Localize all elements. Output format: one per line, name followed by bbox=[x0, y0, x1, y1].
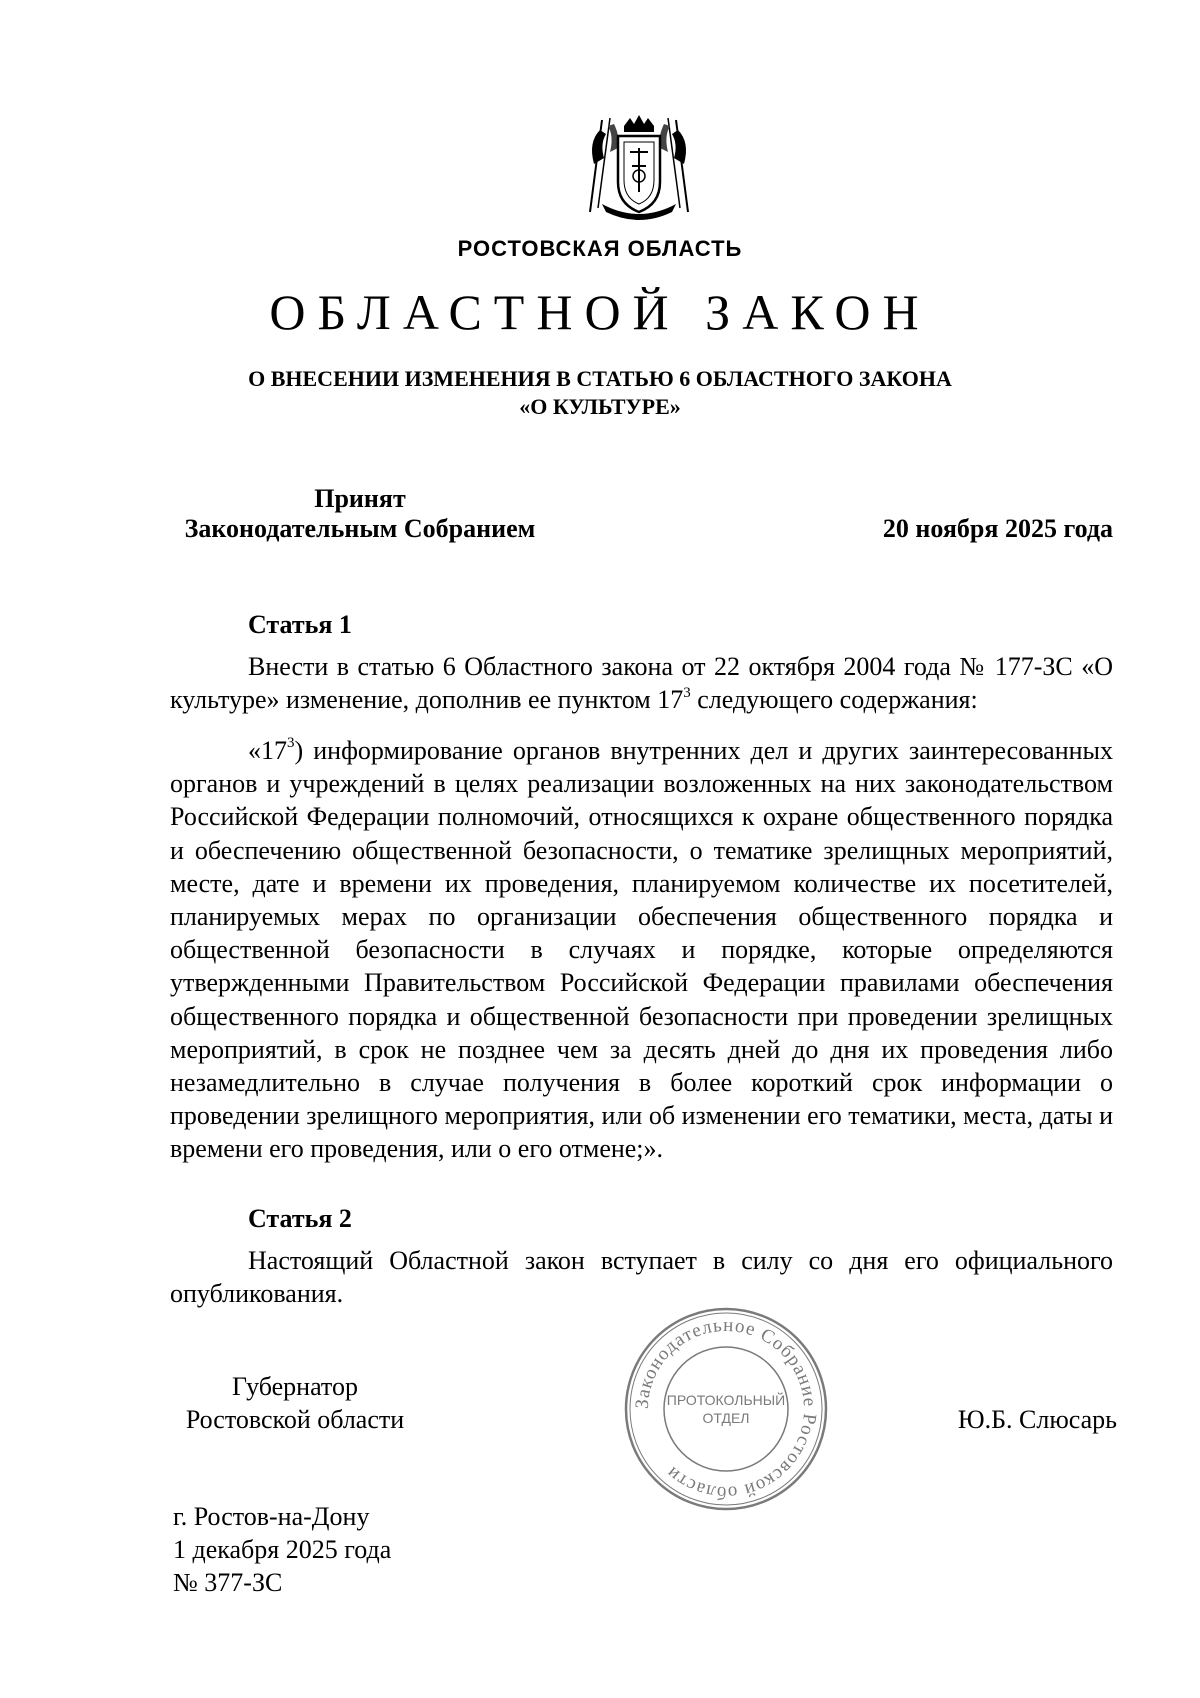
superscript: 3 bbox=[683, 684, 691, 701]
signing-date: 1 декабря 2025 года bbox=[173, 1535, 392, 1564]
paragraph-text: ) информирование органов внутренних дел и других заинтересованных органов и учреждений в целях реализации возложенных на них законодательством Российской Федерации полномочий, относящихся к охране общественного порядка и обеспечению общественной безопасности, о тематике зрелищных мероприятий, месте, дате и времени их проведения, планируемом количестве их посетителей, планируемых мерах по организации обеспечения общественного порядка и общественной безопасности в случаях и порядке, которые определяются утвержденными Правительством Российской Федерации правилами обеспечения общественного порядка и общественной безопасности при проведении зрелищных мероприятий, в срок не позднее чем за десять дней до дня их проведения либо незамедлительно в случае получения в более короткий срок информации о проведении зрелищного мероприятия, или об изменении его тематики, места, даты и времени его проведения, или о его отмене;». bbox=[170, 736, 1113, 1164]
law-title-line-2: «О КУЛЬТУРЕ» bbox=[519, 394, 681, 419]
adoption-date: 20 ноября 2025 года bbox=[882, 514, 1113, 543]
signing-place: г. Ростов-на-Дону bbox=[173, 1502, 370, 1531]
article-2-heading: Статья 2 bbox=[248, 1204, 352, 1233]
document-type: ОБЛАСТНОЙ ЗАКОН bbox=[269, 284, 931, 340]
paragraph-text: Внести в статью 6 Областного закона от 22 октября 2004 года № 177-ЗС «О культуре» изменение, дополнив ее пунктом 17 bbox=[170, 652, 1113, 715]
paragraph-text: «17 bbox=[248, 736, 287, 765]
coat-of-arms-icon bbox=[580, 112, 698, 224]
adopted-by: Законодательным Собранием bbox=[184, 514, 536, 543]
article-2-paragraph: Настоящий Областной закон вступает в силу со дня его официального опубликования. bbox=[170, 1246, 1113, 1309]
region-name: РОСТОВСКАЯ ОБЛАСТЬ bbox=[457, 236, 743, 261]
article-1-paragraph-1 bbox=[170, 650, 1113, 716]
article-1-heading: Статья 1 bbox=[248, 610, 352, 639]
official-stamp-icon bbox=[622, 1305, 830, 1513]
law-title-line-1: О ВНЕСЕНИИ ИЗМЕНЕНИЯ В СТАТЬЮ 6 ОБЛАСТНОГО ЗАКОНА bbox=[248, 366, 952, 391]
law-number: № 377-ЗС bbox=[173, 1568, 283, 1597]
stamp-center-line-1: ПРОТОКОЛЬНЫЙ bbox=[666, 1392, 786, 1408]
stamp-center-line-2: ОТДЕЛ bbox=[702, 1410, 750, 1426]
signatory-name: Ю.Б. Слюсарь bbox=[957, 1405, 1117, 1434]
paragraph-text: следующего содержания: bbox=[690, 685, 978, 715]
stamp-ring-text: Законодательное Собрание Ростовской области bbox=[631, 1314, 821, 1504]
article-1-paragraph-2 bbox=[170, 734, 1113, 1166]
superscript: 3 bbox=[287, 735, 295, 752]
signatory-title-line-1: Губернатор bbox=[232, 1372, 358, 1401]
adopted-label: Принят bbox=[314, 484, 406, 513]
signatory-title-line-2: Ростовской области bbox=[185, 1405, 405, 1434]
